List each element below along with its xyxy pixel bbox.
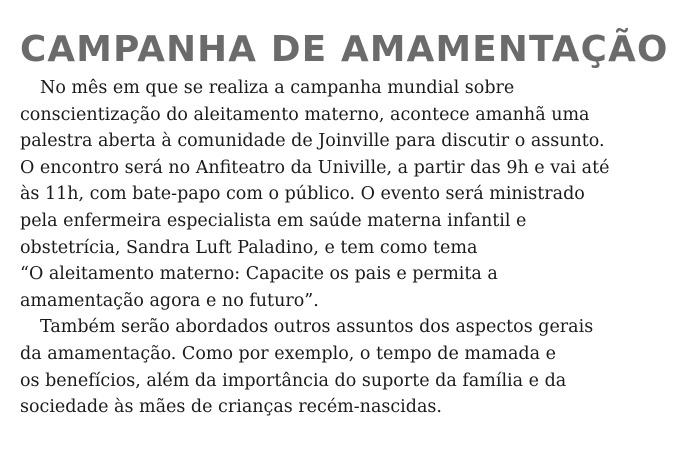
- paragraph-line: amamentação agora e no futuro”.: [20, 290, 319, 311]
- paragraph-line: obstetrícia, Sandra Luft Paladino, e tem como tema: [20, 237, 478, 258]
- article-headline: CAMPANHA DE AMAMENTAÇÃO: [20, 29, 669, 70]
- paragraph-line: No mês em que se realiza a campanha mundial sobre: [40, 78, 515, 98]
- news-article: [20, 28, 672, 421]
- paragraph-line: “O aleitamento materno: Capacite os pais e permita a: [20, 264, 498, 285]
- paragraph-line: da amamentação. Como por exemplo, o tempo de mamada e: [20, 343, 556, 364]
- paragraph-line: palestra aberta à comunidade de Joinville para discutir o assunto.: [20, 131, 605, 152]
- article-paragraph-1: [20, 75, 672, 314]
- paragraph-line: às 11h, com bate-papo com o público. O evento será ministrado: [20, 184, 585, 205]
- paragraph-line: O encontro será no Anfiteatro da Univille, a partir das 9h e vai até: [20, 157, 610, 178]
- article-body: [20, 75, 672, 421]
- paragraph-line: sociedade às mães de crianças recém-nascidas.: [20, 397, 442, 418]
- paragraph-line: pela enfermeira especialista em saúde materna infantil e: [20, 210, 527, 231]
- paragraph-line: os benefícios, além da importância do suporte da família e da: [20, 370, 567, 391]
- paragraph-line: conscientização do aleitamento materno, acontece amanhã uma: [20, 104, 590, 125]
- paragraph-line: Também serão abordados outros assuntos dos aspectos gerais: [40, 317, 594, 338]
- article-paragraph-2: [20, 314, 672, 420]
